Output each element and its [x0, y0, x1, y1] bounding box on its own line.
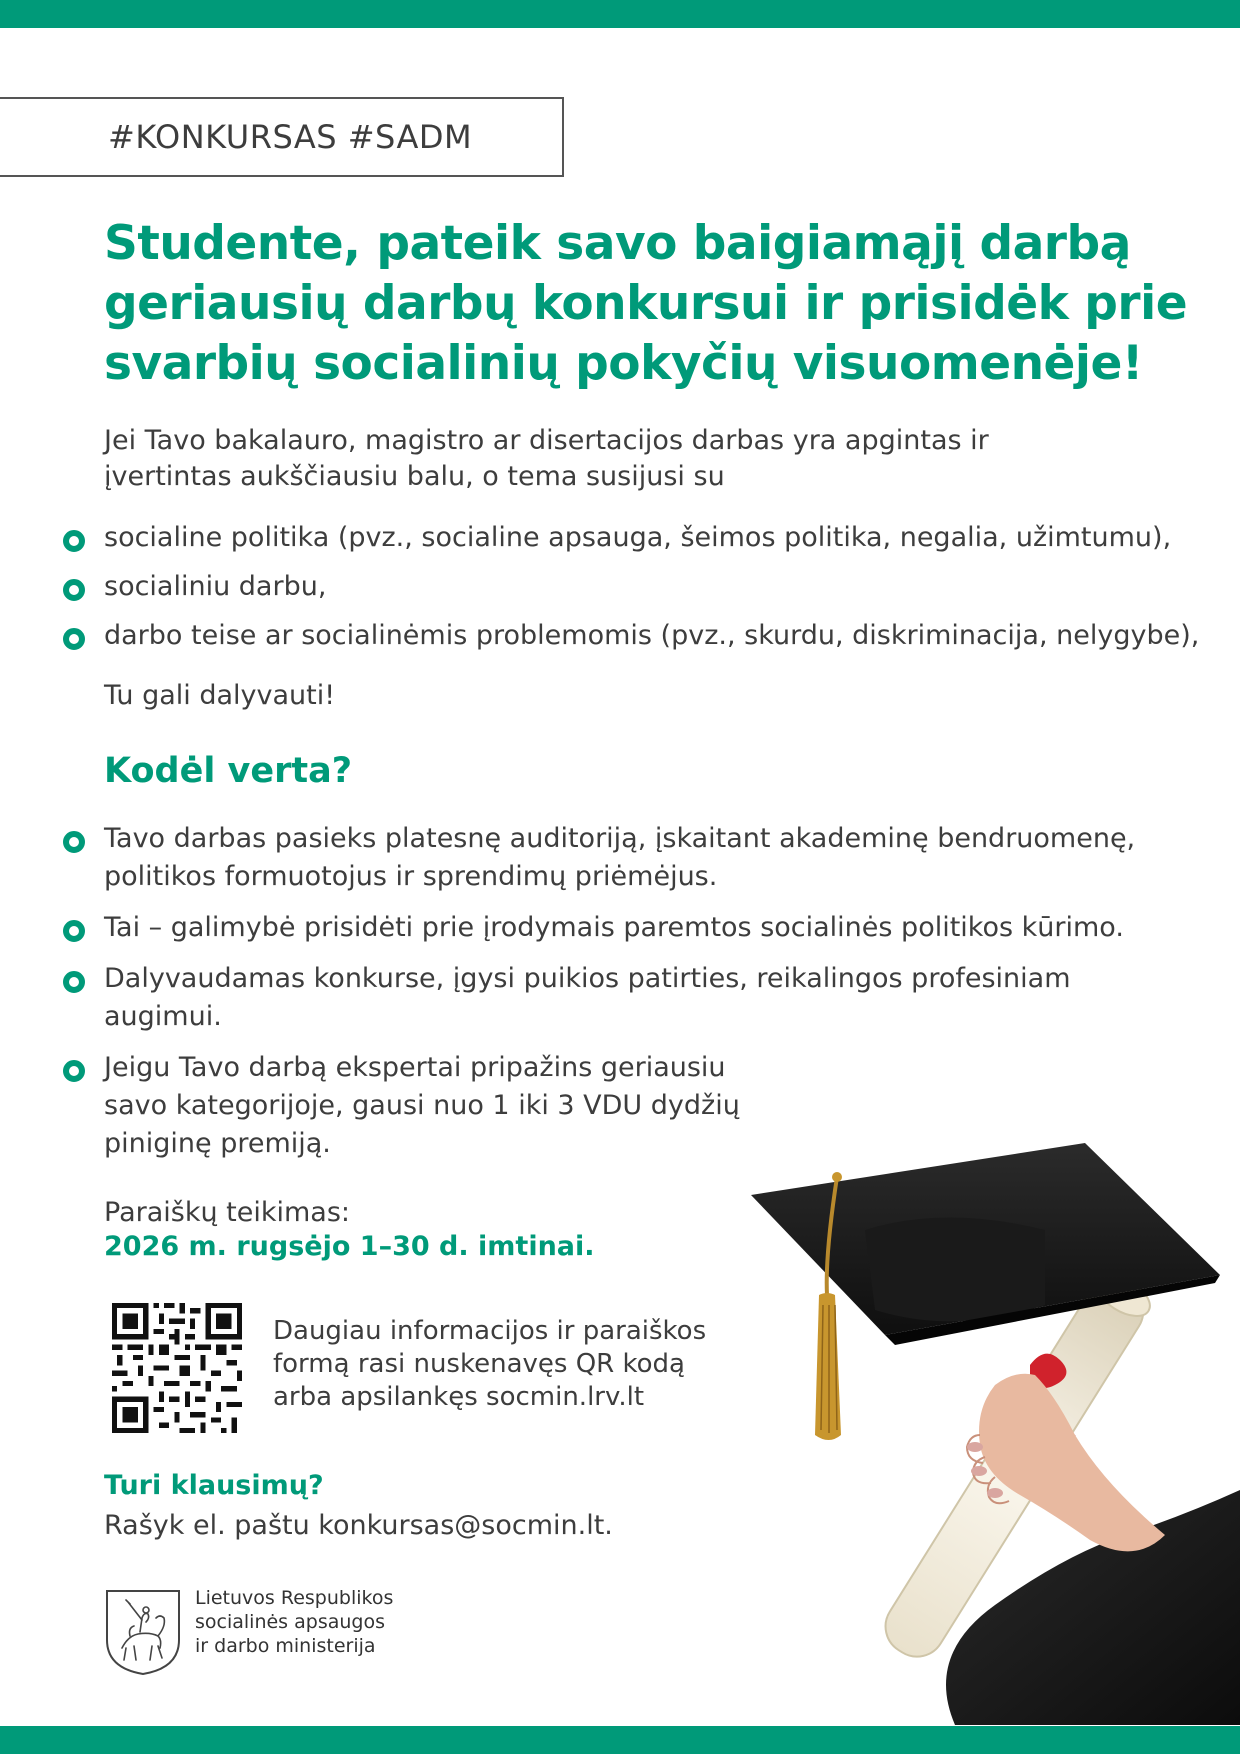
- contact-email[interactable]: Rašyk el. paštu konkursas@socmin.lt.: [104, 1510, 613, 1541]
- reasons-list: [0, 820, 1135, 1176]
- ministry-name: [195, 1586, 393, 1658]
- reason-line: Tai – galimybė prisidėti prie įrodymais paremtos socialinės politikos kūrimo.: [104, 912, 1124, 943]
- bottom-accent-bar: [0, 1726, 1240, 1754]
- topics-list: [0, 519, 1199, 666]
- reason-line: politikos formuotojus ir sprendimų priėmėjus.: [104, 861, 718, 892]
- topic-text: socialine politika (pvz., socialine apsauga, šeimos politika, negalia, užimtumu),: [104, 522, 1172, 553]
- graduation-cap-diploma-image: [745, 1135, 1240, 1725]
- qr-info-line: Daugiau informacijos ir paraiškos: [273, 1316, 707, 1346]
- reason-item: [0, 909, 1135, 947]
- qr-info-line: formą rasi nuskenavęs QR kodą: [273, 1349, 685, 1379]
- bullet-icon: [63, 971, 85, 993]
- reason-line: Jeigu Tavo darbą ekspertai pripažins geriausiu: [104, 1052, 726, 1083]
- intro-paragraph: [104, 423, 1104, 495]
- ministry-name-line: ir darbo ministerija: [195, 1635, 376, 1657]
- reason-line: savo kategorijoje, gausi nuo 1 iki 3 VDU dydžių: [104, 1090, 740, 1121]
- qr-code[interactable]: [112, 1303, 242, 1433]
- reason-line: Tavo darbas pasieks platesnę auditoriją, įskaitant akademinę bendruomenę,: [104, 823, 1136, 854]
- intro-line: Jei Tavo bakalauro, magistro ar disertacijos darbas yra apgintas ir: [104, 425, 989, 456]
- hashtag-label: #KONKURSAS #SADM: [0, 97, 564, 177]
- bullet-icon: [63, 1060, 85, 1082]
- topic-text: socialiniu darbu,: [104, 571, 327, 602]
- reason-item: [0, 820, 1135, 896]
- headline-line: svarbių socialinių pokyčių visuomenėje!: [104, 336, 1143, 391]
- headline-line: geriausių darbų konkursui ir prisidėk prie: [104, 276, 1188, 331]
- ministry-coat-of-arms-icon: [104, 1588, 182, 1676]
- application-label: Paraiškų teikimas:: [104, 1197, 351, 1228]
- reason-line: augimui.: [104, 1001, 222, 1032]
- ministry-name-line: socialinės apsaugos: [195, 1611, 385, 1633]
- bullet-icon: [63, 628, 85, 650]
- topic-text: darbo teise ar socialinėmis problemomis (pvz., skurdu, diskriminacija, nelygybe),: [104, 620, 1200, 651]
- reason-item: [0, 960, 1135, 1036]
- reason-line: piniginę premiją.: [104, 1128, 331, 1159]
- topic-item: [0, 568, 1199, 606]
- bullet-icon: [63, 920, 85, 942]
- reason-line: Dalyvaudamas konkurse, įgysi puikios patirties, reikalingos profesiniam: [104, 963, 1071, 994]
- topic-item: [0, 617, 1199, 655]
- questions-heading: Turi klausimų?: [104, 1470, 324, 1501]
- qr-info: [273, 1315, 706, 1414]
- application-dates: 2026 m. rugsėjo 1–30 d. imtinai.: [104, 1231, 595, 1262]
- call-to-action: Tu gali dalyvauti!: [104, 680, 336, 711]
- qr-info-line: arba apsilankęs socmin.lrv.lt: [273, 1382, 645, 1412]
- bullet-icon: [63, 530, 85, 552]
- ministry-name-line: Lietuvos Respublikos: [195, 1587, 394, 1609]
- topic-item: [0, 519, 1199, 557]
- bullet-icon: [63, 579, 85, 601]
- bullet-icon: [63, 831, 85, 853]
- headline: [104, 214, 1204, 394]
- intro-line: įvertintas aukščiausiu balu, o tema susijusi su: [104, 461, 725, 492]
- headline-line: Studente, pateik savo baigiamąjį darbą: [104, 216, 1131, 271]
- why-heading: Kodėl verta?: [104, 751, 352, 791]
- top-accent-bar: [0, 0, 1240, 28]
